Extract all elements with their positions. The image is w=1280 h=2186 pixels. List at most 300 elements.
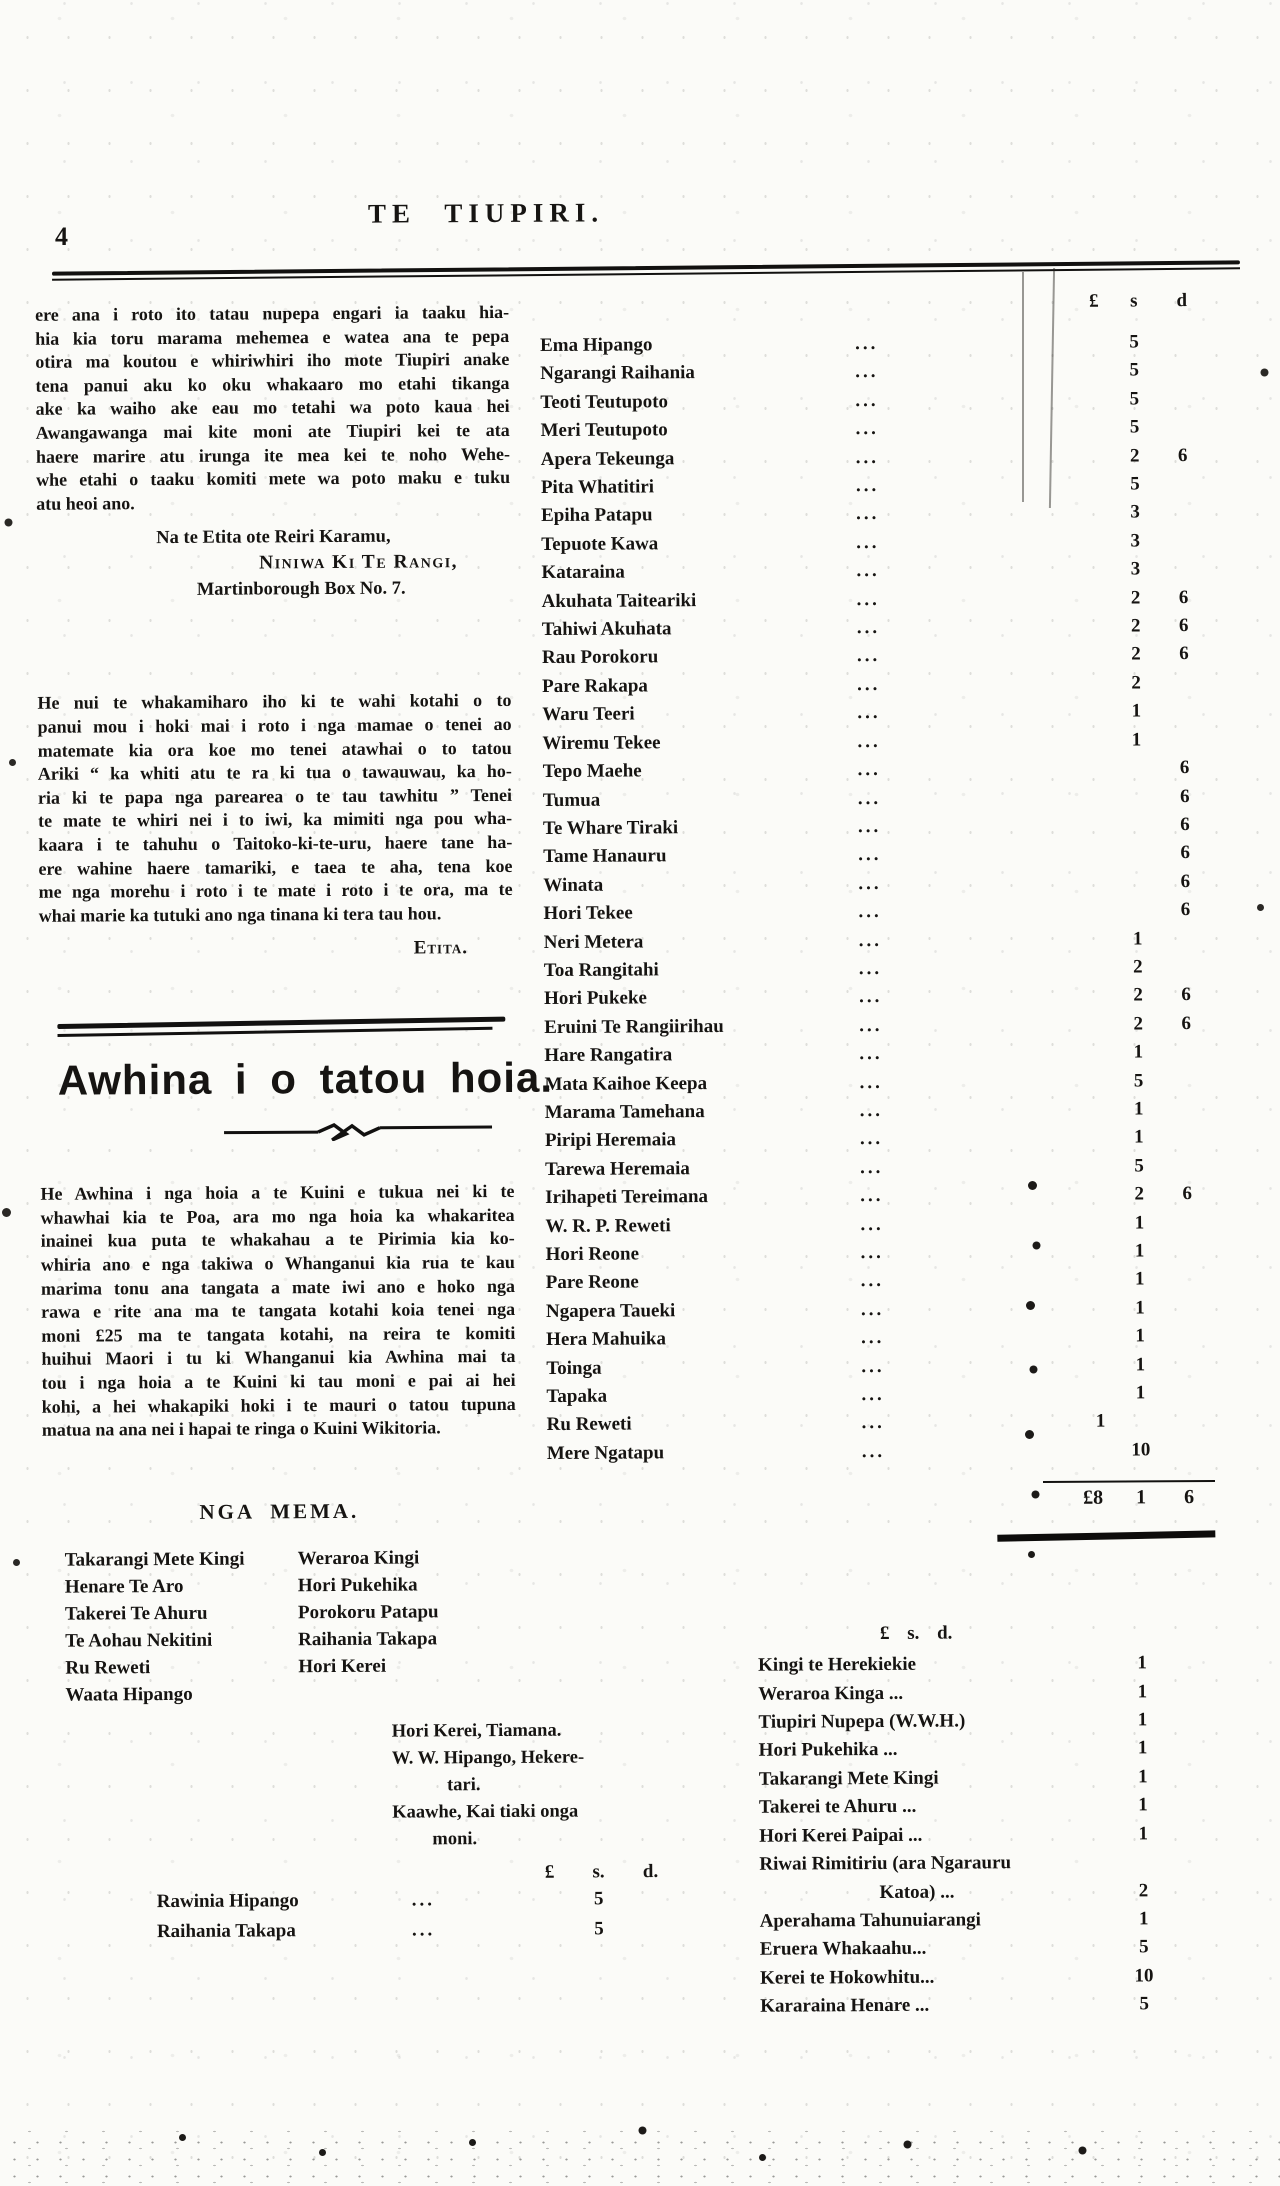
shillings-value: 1 bbox=[1132, 927, 1143, 949]
member-name: Ru Reweti bbox=[65, 1656, 151, 1679]
officer-line: Kaawhe, Kai tiaki onga bbox=[392, 1801, 579, 1823]
dot-leader: ... bbox=[411, 1889, 436, 1911]
shillings-value: 5 bbox=[593, 1888, 604, 1910]
pence-value bbox=[1161, 1095, 1213, 1124]
donor-name: Weraroa Kinga ... bbox=[758, 1682, 904, 1705]
text-line: kohi, a hei whakapiki hoki i te mauri o tatou tupuna bbox=[41, 1393, 516, 1417]
donor-name: Hori Tekee bbox=[543, 902, 633, 925]
shillings-value: 5 bbox=[1134, 1155, 1144, 1177]
pound-value bbox=[1085, 1877, 1121, 1906]
pound-value bbox=[1081, 1152, 1117, 1181]
dot-leader: ... bbox=[859, 1071, 883, 1093]
subscription-row bbox=[548, 1706, 1216, 1738]
pound-value bbox=[1077, 499, 1113, 528]
pence-value bbox=[1158, 726, 1210, 755]
dot-leader: ... bbox=[858, 872, 882, 894]
text-line: matua na ana nei i hapai te ringa o Kuini Wikitoria. bbox=[41, 1417, 441, 1440]
pence-value bbox=[1162, 1322, 1214, 1351]
dot-leader: ... bbox=[857, 673, 881, 695]
subscription-row bbox=[544, 953, 1212, 985]
shillings-value: 1 bbox=[1137, 1652, 1147, 1674]
subscription-row bbox=[547, 1407, 1215, 1439]
pound-value bbox=[1085, 1792, 1121, 1821]
subscription-row bbox=[546, 1322, 1214, 1354]
pence-value: 6 bbox=[1181, 984, 1191, 1006]
total-row bbox=[547, 1482, 1215, 1516]
shillings-value: 1 bbox=[1134, 1211, 1145, 1234]
subscription-row bbox=[546, 1237, 1214, 1269]
shillings-label: s. bbox=[907, 1623, 920, 1645]
donor-name: Takerei te Ahuru ... bbox=[758, 1796, 917, 1819]
donor-name: Tepuote Kawa bbox=[541, 533, 659, 555]
pence-value bbox=[1164, 1649, 1216, 1678]
subscription-row bbox=[547, 1436, 1215, 1468]
donor-name: Tumua bbox=[542, 789, 601, 811]
shillings-value: 1 bbox=[1133, 1098, 1144, 1120]
shillings-value: 1 bbox=[1133, 1041, 1144, 1063]
pound-value bbox=[1086, 1991, 1122, 2020]
shillings-value: 3 bbox=[1130, 530, 1141, 552]
donor-name: Hori Pukeke bbox=[543, 987, 648, 1010]
dot-leader: ... bbox=[861, 1384, 885, 1406]
subscription-row bbox=[545, 1095, 1213, 1127]
subscription-row bbox=[549, 1848, 1217, 1880]
dot-leader: ... bbox=[859, 1043, 883, 1065]
subscription-row bbox=[540, 356, 1208, 388]
pound-value bbox=[1081, 1181, 1117, 1210]
member-name: Hori Pukehika bbox=[297, 1574, 418, 1597]
member-name: Henare Te Aro bbox=[64, 1575, 184, 1598]
shillings-value: 1 bbox=[1137, 1737, 1148, 1759]
text-line: Awangawanga mai kite moni ate Tiupiri kei te ata bbox=[35, 419, 510, 443]
pound-value bbox=[1076, 357, 1112, 386]
donor-name: Mere Ngatapu bbox=[546, 1442, 665, 1464]
pence-value bbox=[1156, 356, 1208, 385]
pound-value bbox=[1080, 953, 1116, 982]
subscription-row bbox=[544, 981, 1212, 1013]
donor-name: Akuhata Taiteariki bbox=[541, 589, 697, 612]
pound-value bbox=[1078, 584, 1114, 613]
pound-value bbox=[1076, 329, 1112, 358]
dot-leader: ... bbox=[859, 1014, 883, 1036]
shillings-value: 5 bbox=[1139, 1936, 1149, 1958]
shillings-value: 1 bbox=[1138, 1823, 1148, 1845]
shillings-value: 1 bbox=[1135, 1382, 1146, 1404]
donor-name: Rau Porokoru bbox=[541, 646, 659, 669]
dot-leader: ... bbox=[858, 901, 882, 923]
ink-speckles bbox=[0, 0, 5, 5]
text-line: whai marie ka tutuki ano nga tinana ki tera tau hou. bbox=[38, 903, 442, 926]
subscription-row bbox=[543, 811, 1211, 843]
donor-name: Ema Hipango bbox=[539, 334, 653, 357]
pence-value bbox=[1156, 385, 1208, 414]
dot-leader: ... bbox=[857, 730, 881, 752]
subscription-row bbox=[546, 1351, 1214, 1383]
subscription-row bbox=[544, 1038, 1212, 1070]
pound-symbol: £ bbox=[544, 1861, 555, 1883]
pound-value bbox=[1086, 1905, 1122, 1934]
dot-leader: ... bbox=[858, 929, 883, 951]
paragraph-editor-letter bbox=[35, 301, 510, 516]
dot-leader: ... bbox=[855, 446, 880, 468]
pound-value bbox=[1082, 1266, 1118, 1295]
subscription-row bbox=[542, 640, 1210, 672]
text-line: inainei kua puta te whakahau a te Pirimia kia ko- bbox=[40, 1228, 515, 1252]
text-line: ria ki te papa nga parearea o te tau tawhitu ” Tenei bbox=[37, 784, 513, 808]
shillings-value: 1 bbox=[1131, 729, 1142, 751]
members-heading: NGA MEMA. bbox=[199, 1498, 360, 1524]
shillings-value: 1 bbox=[1134, 1126, 1144, 1148]
member-name: Takarangi Mete Kingi bbox=[64, 1548, 245, 1571]
pound-value bbox=[1082, 1380, 1118, 1409]
subscription-row bbox=[549, 1763, 1217, 1795]
pence-value: 6 bbox=[1180, 814, 1190, 836]
signature-block bbox=[36, 523, 510, 604]
pence-value bbox=[1164, 1678, 1216, 1707]
shillings-value: 1 bbox=[1135, 1325, 1145, 1347]
subscription-row bbox=[546, 1379, 1214, 1411]
dot-leader: ... bbox=[858, 986, 883, 1008]
donor-name: Kerei te Hokowhitu... bbox=[759, 1966, 935, 1989]
pound-value bbox=[1082, 1294, 1118, 1323]
pence-value: 6 bbox=[1178, 615, 1189, 637]
pound-value: 1 bbox=[1095, 1411, 1106, 1433]
total-shillings: 1 bbox=[1136, 1486, 1147, 1509]
shillings-value bbox=[1115, 896, 1159, 925]
dot-leader: ... bbox=[860, 1241, 884, 1264]
pound-value bbox=[1084, 1650, 1120, 1679]
shillings-value: 10 bbox=[1131, 1439, 1151, 1461]
text-line: me nga morehu i roto i te mate i roto i te ora, ma te bbox=[38, 878, 513, 902]
pence-value bbox=[1161, 1123, 1213, 1152]
shillings-value bbox=[1115, 783, 1159, 812]
shillings-value: 5 bbox=[594, 1918, 604, 1940]
subscription-row bbox=[542, 726, 1210, 758]
pence-value: 6 bbox=[1180, 899, 1191, 921]
dot-leader: ... bbox=[861, 1412, 885, 1434]
member-name: Takerei Te Ahuru bbox=[64, 1602, 208, 1625]
pence-value bbox=[1162, 1265, 1214, 1294]
shillings-value: 2 bbox=[1131, 643, 1141, 665]
pence-value bbox=[1162, 1351, 1214, 1380]
member-name: Weraroa Kingi bbox=[297, 1547, 420, 1570]
donor-name: Ngarangi Raihania bbox=[540, 362, 695, 385]
dot-leader: ... bbox=[857, 759, 881, 781]
pound-value bbox=[1078, 726, 1114, 755]
subscription-row bbox=[543, 782, 1211, 814]
right-column bbox=[540, 286, 1219, 2023]
subscription-row bbox=[545, 1180, 1213, 1212]
donor-name: Meri Teutupoto bbox=[540, 419, 668, 442]
subscription-row bbox=[540, 413, 1208, 445]
pence-value bbox=[1165, 1820, 1217, 1849]
text-line: whawhai kia te Poa, ara mo nga hoia ka whakaritea bbox=[40, 1204, 515, 1228]
shillings-value bbox=[1115, 868, 1159, 897]
text-line: te mate te whiri nei i to iwi, ka mimiti nga pou wha- bbox=[38, 808, 513, 832]
donor-name: Tame Hanauru bbox=[543, 845, 667, 868]
member-name: Raihania Takapa bbox=[298, 1628, 438, 1651]
text-line: tou i nga hoia a te Kuini ki tau moni e pai ai hei bbox=[41, 1369, 516, 1393]
donor-name: Marama Tamehana bbox=[544, 1101, 705, 1124]
text-line: He nui te whakamiharo iho ki te wahi kotahi o to bbox=[37, 690, 512, 714]
members-column-2 bbox=[298, 1544, 544, 1707]
member-name: Te Aohau Nekitini bbox=[65, 1629, 213, 1652]
pence-value bbox=[1166, 1962, 1218, 1991]
officer-line: moni. bbox=[432, 1828, 478, 1850]
donor-name: Pita Whatitiri bbox=[540, 476, 655, 499]
pound-value bbox=[1078, 641, 1114, 670]
subscription-row bbox=[548, 1678, 1216, 1710]
shillings-value bbox=[1119, 1408, 1163, 1437]
pound-value bbox=[1085, 1735, 1121, 1764]
pence-label: d bbox=[1176, 290, 1188, 312]
pound-value bbox=[1081, 1124, 1117, 1153]
pence-value bbox=[1165, 1763, 1217, 1792]
total-rule-bottom bbox=[997, 1531, 1215, 1542]
donor-name: Piripi Heremaia bbox=[544, 1129, 677, 1152]
pence-value: 6 bbox=[1180, 785, 1190, 807]
shillings-value: 2 bbox=[1133, 1013, 1144, 1035]
subscription-row bbox=[549, 1820, 1217, 1852]
donor-name: Eruini Te Rangiirihau bbox=[544, 1015, 724, 1038]
dot-leader: ... bbox=[856, 503, 880, 525]
masthead-rule bbox=[52, 260, 1240, 280]
donor-name: Rawinia Hipango bbox=[156, 1890, 299, 1912]
pence-value bbox=[1157, 498, 1209, 527]
subscription-row bbox=[545, 1152, 1213, 1184]
text-line: panui mou i hoki mai i roto i nga mamae o tenei ao bbox=[37, 713, 512, 737]
donor-name: Raihania Takapa bbox=[156, 1920, 296, 1942]
subscription-row bbox=[542, 669, 1210, 701]
pound-value bbox=[1085, 1849, 1121, 1878]
dot-leader: ... bbox=[856, 531, 880, 553]
pence-value: 6 bbox=[1179, 643, 1189, 665]
dot-leader: ... bbox=[855, 418, 879, 440]
subscription-list-2 bbox=[548, 1649, 1218, 2022]
total-pounds: £8 bbox=[1083, 1486, 1104, 1510]
pound-value bbox=[1080, 982, 1116, 1011]
masthead-title: TE TIUPIRI. bbox=[367, 197, 605, 229]
pence-value bbox=[1165, 1791, 1217, 1820]
dot-leader: ... bbox=[857, 787, 882, 809]
donor-name: Wiremu Tekee bbox=[542, 732, 661, 754]
donor-name: Tarewa Heremaia bbox=[545, 1157, 690, 1180]
donor-name: Aperahama Tahunuiarangi bbox=[759, 1909, 981, 1932]
pence-value: 6 bbox=[1178, 586, 1189, 608]
subscription-row bbox=[550, 1933, 1218, 1965]
donor-name: Katoa) ... bbox=[879, 1881, 955, 1903]
subscription-header bbox=[540, 286, 1208, 320]
pence-value bbox=[1157, 555, 1209, 584]
members-column-1 bbox=[43, 1545, 299, 1709]
pound-value bbox=[1082, 1238, 1118, 1267]
pound-value bbox=[1077, 442, 1113, 471]
subscription-row bbox=[548, 1649, 1216, 1681]
pence-label: d. bbox=[937, 1622, 953, 1644]
pound-symbol: £ bbox=[879, 1623, 890, 1645]
shillings-value: 5 bbox=[1130, 473, 1140, 495]
dot-leader: ... bbox=[855, 361, 879, 383]
donor-name: Hori Kerei Paipai ... bbox=[759, 1824, 923, 1847]
dot-leader: ... bbox=[858, 844, 882, 866]
subscription-row bbox=[550, 1905, 1218, 1937]
pound-value bbox=[1076, 414, 1112, 443]
subscription-row bbox=[543, 868, 1211, 900]
shillings-value: 2 bbox=[1129, 445, 1140, 467]
pound-value bbox=[1079, 897, 1115, 926]
officer-line: tari. bbox=[446, 1774, 481, 1796]
donor-name: Eruera Whakaahu... bbox=[759, 1938, 927, 1961]
text-line: whe etahi o taaku komiti mete wa poto maku e tuku bbox=[35, 467, 511, 490]
dot-leader: ... bbox=[861, 1355, 885, 1377]
subscription-row bbox=[543, 754, 1211, 786]
shillings-value: 2 bbox=[1131, 672, 1141, 694]
pound-value bbox=[1085, 1820, 1121, 1849]
pence-value bbox=[1161, 1152, 1213, 1181]
subscription-row bbox=[542, 612, 1210, 644]
shillings-value: 1 bbox=[1131, 700, 1142, 722]
donor-name: W. R. P. Reweti bbox=[545, 1214, 671, 1237]
pence-value bbox=[1166, 1933, 1218, 1962]
subscription-row bbox=[550, 1990, 1218, 2022]
pence-value bbox=[1166, 1990, 1218, 2019]
pound-value bbox=[1086, 1934, 1122, 1963]
text-line: moni £25 ma te tangata kotahi, na reira te komiti bbox=[41, 1322, 516, 1346]
pound-value bbox=[1084, 1678, 1120, 1707]
signature-line: Na te Etita ote Reiri Karamu, bbox=[156, 526, 391, 549]
subscription-row bbox=[543, 839, 1211, 871]
subscription-row bbox=[544, 1010, 1212, 1042]
text-line: whiria ano e nga takiwa o Whanganui kia rua te kau bbox=[40, 1251, 515, 1275]
dot-leader: ... bbox=[854, 332, 879, 355]
dot-leader: ... bbox=[859, 1099, 884, 1122]
shillings-label: s bbox=[1130, 290, 1138, 312]
subscription-row bbox=[541, 555, 1209, 587]
dot-leader: ... bbox=[860, 1270, 885, 1292]
pence-value bbox=[1160, 953, 1212, 982]
shillings-value: 5 bbox=[1129, 359, 1140, 381]
pound-value bbox=[1076, 385, 1112, 414]
subscription-row bbox=[541, 470, 1209, 502]
pound-value bbox=[1080, 1039, 1116, 1068]
pence-value bbox=[1161, 1209, 1213, 1238]
scan-noise-band bbox=[0, 2130, 1280, 2186]
pence-value bbox=[1165, 1734, 1217, 1763]
donor-name: Hare Rangatira bbox=[544, 1044, 673, 1067]
pound-value bbox=[1079, 783, 1115, 812]
shillings-value: 1 bbox=[1135, 1297, 1145, 1319]
shillings-value: 2 bbox=[1133, 956, 1143, 978]
shillings-value: 5 bbox=[1129, 331, 1139, 353]
donor-name: Tiupiri Nupepa (W.W.H.) bbox=[758, 1710, 966, 1733]
currency-header-2 bbox=[880, 1621, 1216, 1645]
signature-name: Niniwa Ki Te Rangi, bbox=[259, 551, 459, 574]
subscription-list bbox=[540, 328, 1215, 1468]
text-line: haere marire atu irunga ite mea kei te noho Wehe- bbox=[35, 443, 510, 467]
subscription-row bbox=[549, 1876, 1217, 1908]
text-line: matemate kia ora koe mo tenei atawhai o to tatou bbox=[37, 737, 512, 761]
shillings-value: 5 bbox=[1129, 416, 1140, 438]
donor-name: Ru Reweti bbox=[546, 1413, 632, 1436]
subscription-row bbox=[545, 1123, 1213, 1155]
pence-value bbox=[1157, 527, 1209, 556]
shillings-value: 1 bbox=[1134, 1268, 1145, 1290]
shillings-value: 1 bbox=[1134, 1240, 1145, 1262]
pence-value bbox=[1162, 1294, 1214, 1323]
shillings-value: 2 bbox=[1130, 587, 1141, 609]
member-name: Hori Kerei bbox=[298, 1655, 387, 1678]
officer-line: W. W. Hipango, Hekere- bbox=[391, 1747, 585, 1769]
subscription-row bbox=[543, 896, 1211, 928]
shillings-value: 1 bbox=[1137, 1709, 1148, 1731]
donor-name: Tahiwi Akuhata bbox=[541, 618, 672, 641]
text-line: kaara i te tahuhu o Taitoko-ki-te-uru, haere tane ha- bbox=[38, 831, 513, 855]
shillings-value: 2 bbox=[1133, 984, 1143, 1006]
total-pence: 6 bbox=[1184, 1486, 1195, 1509]
pence-value: 6 bbox=[1180, 870, 1191, 892]
pence-value bbox=[1163, 1407, 1215, 1436]
pence-value: 6 bbox=[1177, 444, 1188, 466]
shillings-value bbox=[1115, 811, 1159, 840]
text-line: marima tonu ana tangata a mate iwi ano e hoko nga bbox=[40, 1275, 516, 1299]
pound-value bbox=[1077, 527, 1113, 556]
text-line: huihui Maori i tu ki Whanganui kia Awhina mai ta bbox=[41, 1346, 516, 1370]
donor-name: Hera Mahuika bbox=[546, 1328, 667, 1351]
officer-line: Hori Kerei, Tiamana. bbox=[391, 1720, 562, 1742]
paragraph-tribute bbox=[37, 689, 512, 928]
pence-value: 6 bbox=[1179, 757, 1190, 779]
pence-value bbox=[1160, 1038, 1212, 1067]
dot-leader: ... bbox=[857, 702, 881, 724]
pence-value bbox=[1162, 1379, 1214, 1408]
pound-value bbox=[1080, 1010, 1116, 1039]
subscription-row bbox=[549, 1734, 1217, 1766]
donor-name: Hori Reone bbox=[545, 1243, 640, 1266]
text-line: ake ka waiho ake eau mo tetahi wa poto kaua hei bbox=[35, 396, 510, 420]
shillings-value: 5 bbox=[1139, 1993, 1150, 2015]
dot-leader: ... bbox=[856, 560, 880, 582]
subscription-row bbox=[542, 697, 1210, 729]
shillings-value: 10 bbox=[1134, 1965, 1154, 1987]
donor-name: Ngapera Taueki bbox=[545, 1300, 676, 1322]
pound-value bbox=[1081, 1209, 1117, 1238]
pence-value bbox=[1160, 1067, 1212, 1096]
donor-name: Te Whare Tiraki bbox=[542, 817, 679, 839]
subscription-row bbox=[549, 1791, 1217, 1823]
dot-leader: ... bbox=[855, 475, 880, 497]
donor-name: Kingi te Herekiekie bbox=[758, 1654, 917, 1676]
shillings-value: 5 bbox=[1133, 1069, 1144, 1092]
pence-value bbox=[1158, 669, 1210, 698]
donor-name: Pare Rakapa bbox=[542, 675, 648, 697]
shillings-value: 1 bbox=[1137, 1681, 1148, 1703]
shillings-value: 2 bbox=[1138, 1879, 1149, 1901]
donor-name: Mata Kaihoe Keepa bbox=[544, 1072, 708, 1095]
shillings-value bbox=[1115, 840, 1159, 869]
signature-address: Martinborough Box No. 7. bbox=[196, 578, 406, 601]
shillings-value: 1 bbox=[1138, 1908, 1149, 1930]
dot-leader: ... bbox=[861, 1327, 885, 1349]
pound-value bbox=[1082, 1351, 1118, 1380]
shillings-value: 3 bbox=[1130, 501, 1140, 523]
dot-leader: ... bbox=[861, 1440, 886, 1462]
donor-name: Kataraina bbox=[541, 561, 625, 584]
member-name: Waata Hipango bbox=[65, 1683, 193, 1706]
dot-leader: ... bbox=[857, 815, 882, 838]
subscription-row bbox=[541, 442, 1209, 474]
text-line: ere wahine haere tamariki, e taea te aha, tena koe bbox=[38, 855, 513, 879]
pound-value bbox=[1079, 755, 1115, 784]
